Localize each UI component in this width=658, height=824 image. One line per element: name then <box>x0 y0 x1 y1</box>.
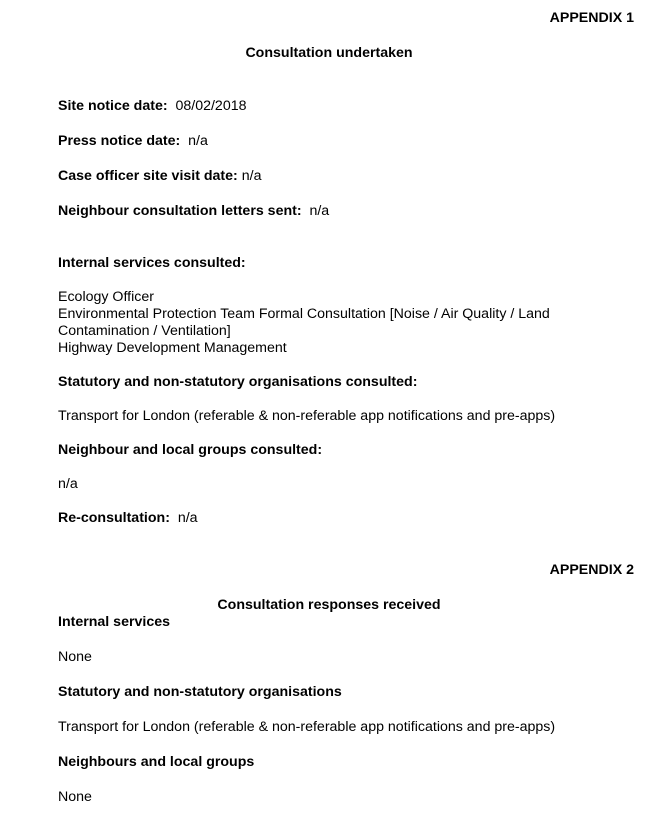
neighbour-groups-value: n/a <box>58 476 78 492</box>
site-visit-row <box>58 168 261 185</box>
site-visit-label: Case officer site visit date: <box>58 168 238 184</box>
reconsultation-row <box>58 510 198 527</box>
appendix-2-title: Consultation responses received <box>217 597 441 613</box>
press-notice-row <box>58 133 208 150</box>
neighbours-responses-value: None <box>58 789 92 805</box>
statutory-responses-label: Statutory and non-statutory organisations <box>58 684 342 700</box>
neighbour-letters-value: n/a <box>309 203 330 219</box>
site-notice-label: Site notice date: <box>58 98 168 114</box>
list-item: Ecology Officer <box>58 289 154 305</box>
neighbour-groups-label: Neighbour and local groups consulted: <box>58 442 323 458</box>
list-item: Environmental Protection Team Formal Consultation [Noise / Air Quality / Land Contamination / Ventilation] <box>58 306 550 339</box>
statutory-responses-value: Transport for London (referable & non-referable app notifications and pre-apps) <box>58 719 556 735</box>
internal-services-label: Internal services consulted: <box>58 255 246 271</box>
neighbour-letters-row <box>58 203 329 220</box>
internal-services-list <box>58 289 618 357</box>
site-visit-value: n/a <box>241 168 262 184</box>
statutory-consulted-label: Statutory and non-statutory organisations consulted: <box>58 374 418 390</box>
neighbours-responses-label: Neighbours and local groups <box>58 754 255 770</box>
press-notice-label: Press notice date: <box>58 133 181 149</box>
neighbour-letters-label: Neighbour consultation letters sent: <box>58 203 302 219</box>
site-notice-value: 08/02/2018 <box>175 98 247 114</box>
statutory-consulted-value: Transport for London (referable & non-referable app notifications and pre-apps) <box>58 408 556 424</box>
reconsultation-label: Re-consultation: <box>58 510 170 526</box>
internal-responses-value: None <box>58 649 92 665</box>
internal-responses-label: Internal services <box>58 614 170 630</box>
site-notice-row <box>58 98 247 115</box>
appendix-1-title: Consultation undertaken <box>245 45 413 61</box>
press-notice-value: n/a <box>188 133 208 149</box>
appendix-1-heading: APPENDIX 1 <box>549 10 634 26</box>
reconsultation-value: n/a <box>177 510 198 526</box>
appendix-2-heading: APPENDIX 2 <box>549 562 634 578</box>
list-item: Highway Development Management <box>58 340 287 356</box>
